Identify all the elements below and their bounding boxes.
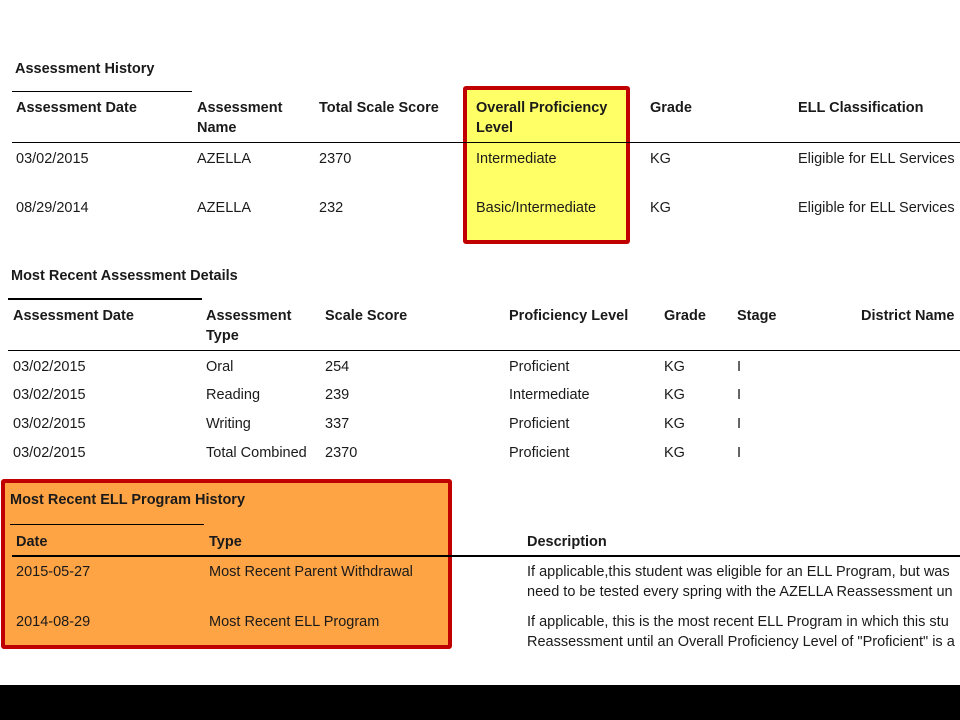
col-scale-score: Scale Score xyxy=(325,308,408,324)
col-assessment-name: Assessment Name xyxy=(197,100,283,136)
cell-type: Most Recent Parent Withdrawal xyxy=(209,564,413,580)
cell-stage: I xyxy=(737,416,742,432)
cell-grade: KG xyxy=(664,445,685,461)
cell-level: Proficient xyxy=(509,359,570,375)
cell-grade: KG xyxy=(664,416,685,432)
cell-ell: Eligible for ELL Services xyxy=(798,151,955,167)
cell-description-line2: need to be tested every spring with the AZELLA Reassessment un xyxy=(527,584,953,600)
cell-date: 03/02/2015 xyxy=(13,445,86,461)
cell-score: 232 xyxy=(319,200,344,216)
assessment-history-title: Assessment History xyxy=(15,61,155,77)
cell-date: 03/02/2015 xyxy=(13,359,86,375)
cell-name: AZELLA xyxy=(197,151,251,167)
cell-date: 2014-08-29 xyxy=(16,614,91,630)
cell-stage: I xyxy=(737,445,742,461)
cell-score: 2370 xyxy=(325,445,358,461)
col-district-name: District Name xyxy=(861,308,955,324)
header-rule xyxy=(12,555,960,557)
cell-date: 03/02/2015 xyxy=(16,151,89,167)
cell-stage: I xyxy=(737,359,742,375)
cell-score: 254 xyxy=(325,359,350,375)
cell-date: 2015-05-27 xyxy=(16,564,91,580)
col-stage: Stage xyxy=(737,308,777,324)
cell-level: Basic/Intermediate xyxy=(476,200,597,216)
cell-name: AZELLA xyxy=(197,200,251,216)
cell-score: 337 xyxy=(325,416,350,432)
cell-level: Proficient xyxy=(509,416,570,432)
col-assessment-date: Assessment Date xyxy=(13,308,134,324)
cell-grade: KG xyxy=(664,359,685,375)
col-assessment-date: Assessment Date xyxy=(16,100,137,116)
col-proficiency-level: Proficiency Level xyxy=(509,308,629,324)
title-underline xyxy=(12,91,192,92)
cell-stage: I xyxy=(737,387,742,403)
col-grade: Grade xyxy=(664,308,706,324)
col-overall-proficiency-level: Overall Proficiency Level xyxy=(476,100,608,136)
cell-type: Reading xyxy=(206,387,261,403)
cell-type: Writing xyxy=(206,416,251,432)
col-grade: Grade xyxy=(650,100,692,116)
cell-score: 239 xyxy=(325,387,350,403)
cell-grade: KG xyxy=(650,200,671,216)
header-rule xyxy=(12,142,960,143)
col-total-scale-score: Total Scale Score xyxy=(319,100,439,116)
cell-grade: KG xyxy=(650,151,671,167)
cell-description-line1: If applicable,this student was eligible for an ELL Program, but was xyxy=(527,564,950,580)
col-date: Date xyxy=(16,534,48,550)
cell-type: Total Combined xyxy=(206,445,307,461)
cell-level: Proficient xyxy=(509,445,570,461)
cell-level: Intermediate xyxy=(476,151,557,167)
cell-type: Most Recent ELL Program xyxy=(209,614,380,630)
cell-level: Intermediate xyxy=(509,387,590,403)
cell-type: Oral xyxy=(206,359,234,375)
cell-description-line2: Reassessment until an Overall Proficiency Level of "Proficient" is a xyxy=(527,634,955,650)
bottom-black-bar xyxy=(0,685,960,720)
cell-date: 08/29/2014 xyxy=(16,200,89,216)
header-rule xyxy=(8,350,960,351)
col-type: Type xyxy=(209,534,242,550)
cell-date: 03/02/2015 xyxy=(13,387,86,403)
col-ell-classification: ELL Classification xyxy=(798,100,924,116)
col-assessment-type: Assessment Type xyxy=(206,308,292,344)
ell-program-history-title: Most Recent ELL Program History xyxy=(10,492,246,508)
cell-ell: Eligible for ELL Services xyxy=(798,200,955,216)
cell-score: 2370 xyxy=(319,151,352,167)
col-description: Description xyxy=(527,534,607,550)
cell-description-line1: If applicable, this is the most recent ELL Program in which this stu xyxy=(527,614,949,630)
assessment-details-title: Most Recent Assessment Details xyxy=(11,268,238,284)
cell-grade: KG xyxy=(664,387,685,403)
title-underline xyxy=(8,298,202,300)
title-underline xyxy=(10,524,204,525)
cell-date: 03/02/2015 xyxy=(13,416,86,432)
